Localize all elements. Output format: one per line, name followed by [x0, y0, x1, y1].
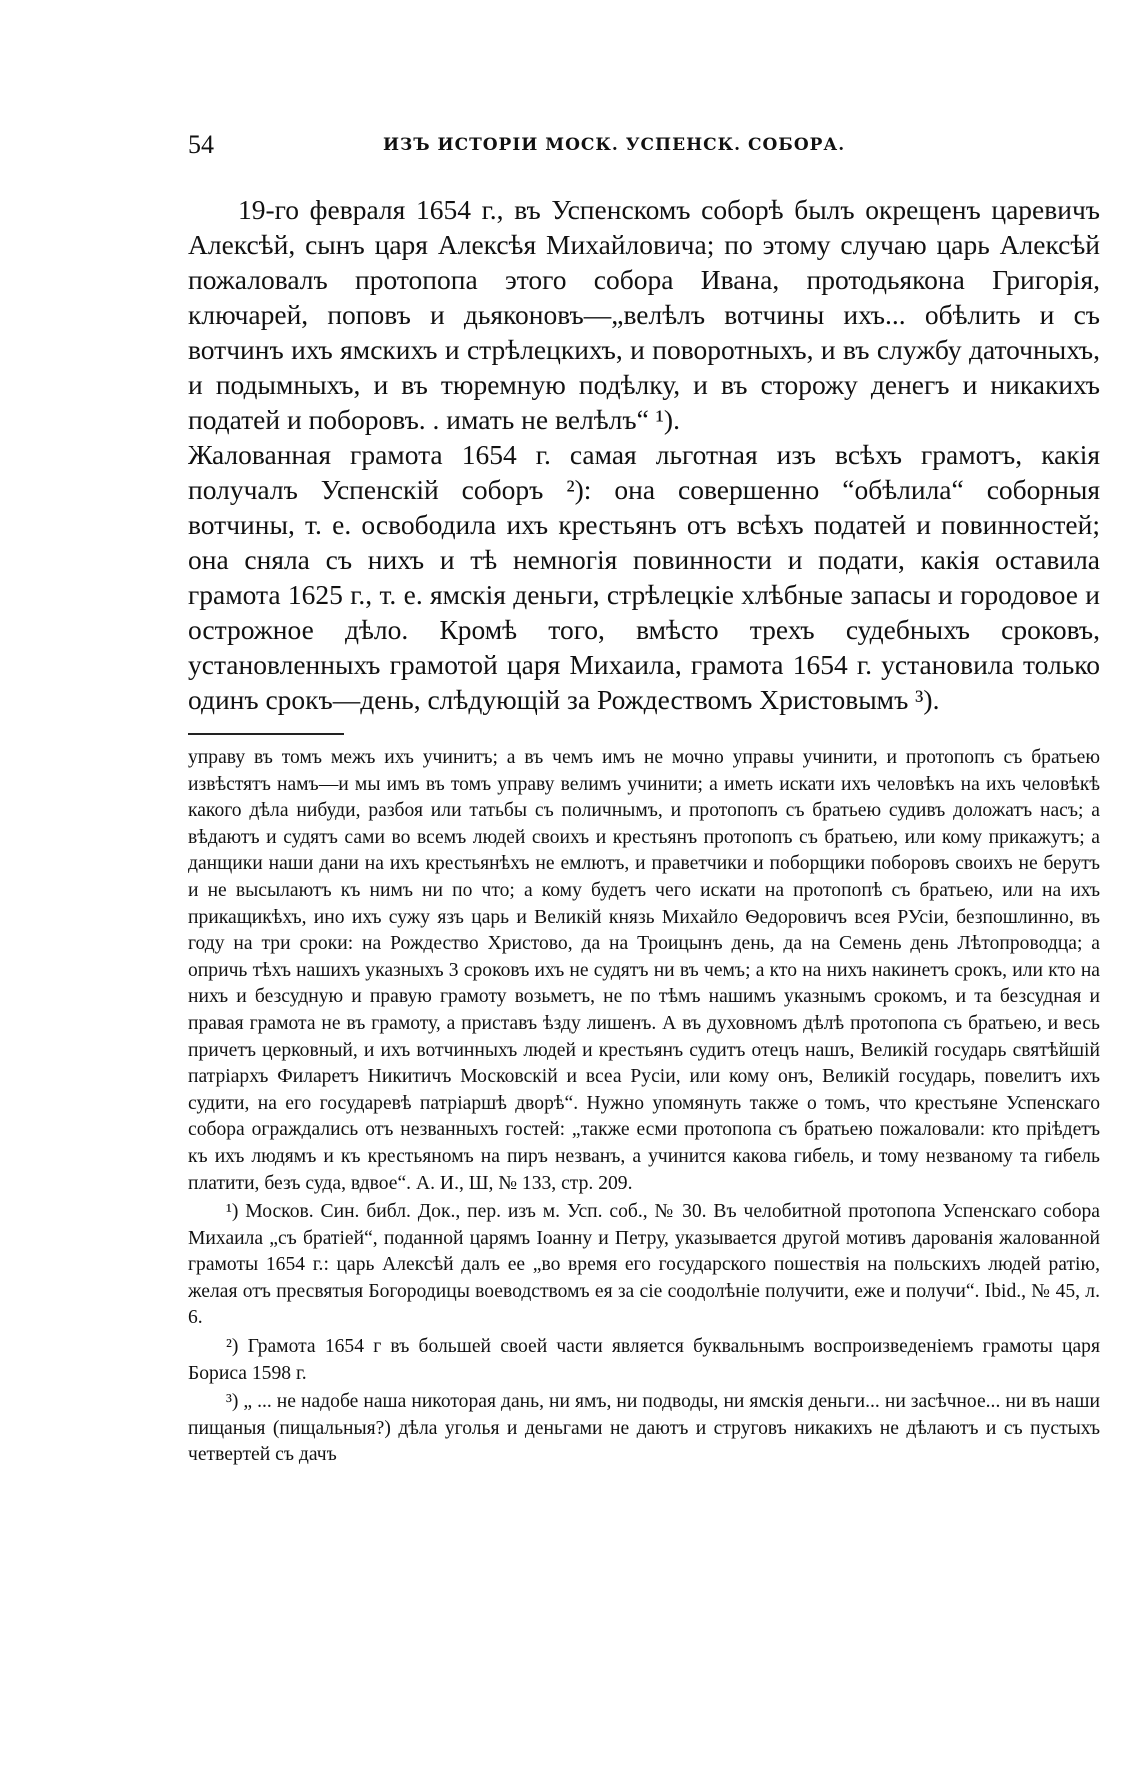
running-title: ИЗЪ ИСТОРІИ МОСК. УСПЕНСК. СОБОРА. — [383, 135, 846, 155]
page-header — [188, 130, 1100, 170]
body-paragraph-2: Жалованная грамота 1654 г. самая льготная изъ всѣхъ грамотъ, какія получалъ Успенскій соборъ ²): она совершенно “обѣлила“ соборныя вотчины, т. е. освободила ихъ крестьянъ отъ всѣхъ податей и повинностей; она сняла съ нихъ и тѣ немногія повинности и подати, какія оставила грамота 1625 г., т. е. ямскія деньги, стрѣлецкіе хлѣбные запасы и городовое и острожное дѣло. Кромѣ того, вмѣсто трехъ судебныхъ сроковъ, установленныхъ грамотой царя Михаила, грамота 1654 г. установила только одинъ срокъ—день, слѣдующій за Рождествомъ Христовымъ ³). — [188, 439, 1100, 715]
footnote-continuation: управу въ томъ межъ ихъ учинитъ; а въ чемъ имъ не мочно управы учинити, и протопопъ съ братьею извѣстятъ намъ—и мы имъ въ томъ управу велимъ учинити; а иметь искати ихъ человѣкъ на ихъ человѣкѣ какого дѣла нибуди, разбоя или татьбы съ поличнымъ, и протопопъ съ братьею судивъ доложатъ насъ; а вѣдаютъ и судятъ сами во всемъ людей своихъ и крестьянъ протопопъ съ братьею, или кому прикажутъ; а данщики наши дани на ихъ крестьянѣхъ не емлютъ, и праветчики и поборщики поборовъ своихъ не берутъ и не высылаютъ къ нимъ ни по что; а кому будетъ чего искати на протопопѣ съ братьею, или на ихъ прикащикѣхъ, ино ихъ сужу язъ царь и Великій князь Михайло Ѳедоровичъ всея РУсіи, безпошлинно, въ году на три сроки: на Рождество Христово, да на Троицынъ день, да на Семень день Лѣтопроводца; а опричь тѣхъ нашихъ указныхъ 3 сроковъ ихъ не судятъ ни въ чемъ; а кто на нихъ накинетъ срокъ, или кто на нихъ и безсудную и правую грамоту возьметъ, не по тѣмъ нашимъ указнымъ срокомъ, и та безсудная и правая грамота не въ грамоту, а приставъ ѣзду лишенъ. А въ духовномъ дѣлѣ протопопа съ братьею, и весь причетъ церковный, и ихъ вотчинныхъ людей и крестьянъ судитъ отецъ нашъ, Великій государь святѣйшій патріархъ Филаретъ Никитичъ Московскій и всеа Русіи, или кому онъ, Великій государь, повелитъ ихъ судити, на его государевѣ патріаршѣ дворѣ“. Нужно упомянуть также о томъ, что крестьяне Успенскаго собора ограждались отъ незванныхъ гостей: „также есми протопопа съ братьею пожаловали: кто пріѣдетъ къ ихъ людямъ и къ крестьяномъ на пиръ незванъ, а учинится какова гибель, и тому незваному та гибель платити, безъ суда, вдвое“. А. И., Ш, № 133, стр. 209. — [188, 747, 1100, 1194]
footnote-1: ¹) Москов. Син. библ. Док., пер. изъ м. Усп. соб., № 30. Въ челобитной протопопа Успенскаго собора Михаила „съ братіей“, поданной царямъ Іоанну и Петру, указывается другой мотивъ дарованія жалованной грамоты 1654 г.: царь Алексѣй далъ ее „во время его государского пошествія на польскихъ людей ратію, желая отъ пресвятыя Богородицы воеводствомъ ея за сіе соодолѣніе получити, еже и получи“. Ibid., № 45, л. 6. — [188, 1201, 1100, 1329]
book-page — [188, 130, 1100, 1469]
body-paragraph-1: 19-го февраля 1654 г., въ Успенскомъ соборѣ былъ окрещенъ царевичъ Алексѣй, сынъ царя Алексѣя Михайловича; по этому случаю царь Алексѣй пожаловалъ протопопа этого собора Ивана, протодьякона Григорія, ключарей, поповъ и дьяконовъ—„велѣлъ вотчины ихъ... обѣлить и съ вотчинъ ихъ ямскихъ и стрѣлецкихъ, и поворотныхъ, и въ службу даточныхъ, и подымныхъ, и въ тюремную подѣлку, и въ сторожу денегъ и никакихъ податей и поборовъ. . имать не велѣлъ“ ¹). — [188, 194, 1100, 435]
page-number: 54 — [188, 130, 214, 159]
footnote-3: ³) „ ... не надобе наша никоторая дань, ни ямъ, ни подводы, ни ямскія деньги... ни засѣчное... ни въ наши пищаныя (пищальныя?) дѣла уголья и деньгами не даютъ и струговъ никакихъ не дѣлаютъ и съ пустыхъ четвертей съ дачъ — [188, 1391, 1100, 1466]
footnote-separator — [188, 733, 344, 735]
footnote-2: ²) Грамота 1654 г въ большей своей части является буквальнымъ воспроизведеніемъ грамоты царя Бориса 1598 г. — [188, 1336, 1100, 1384]
